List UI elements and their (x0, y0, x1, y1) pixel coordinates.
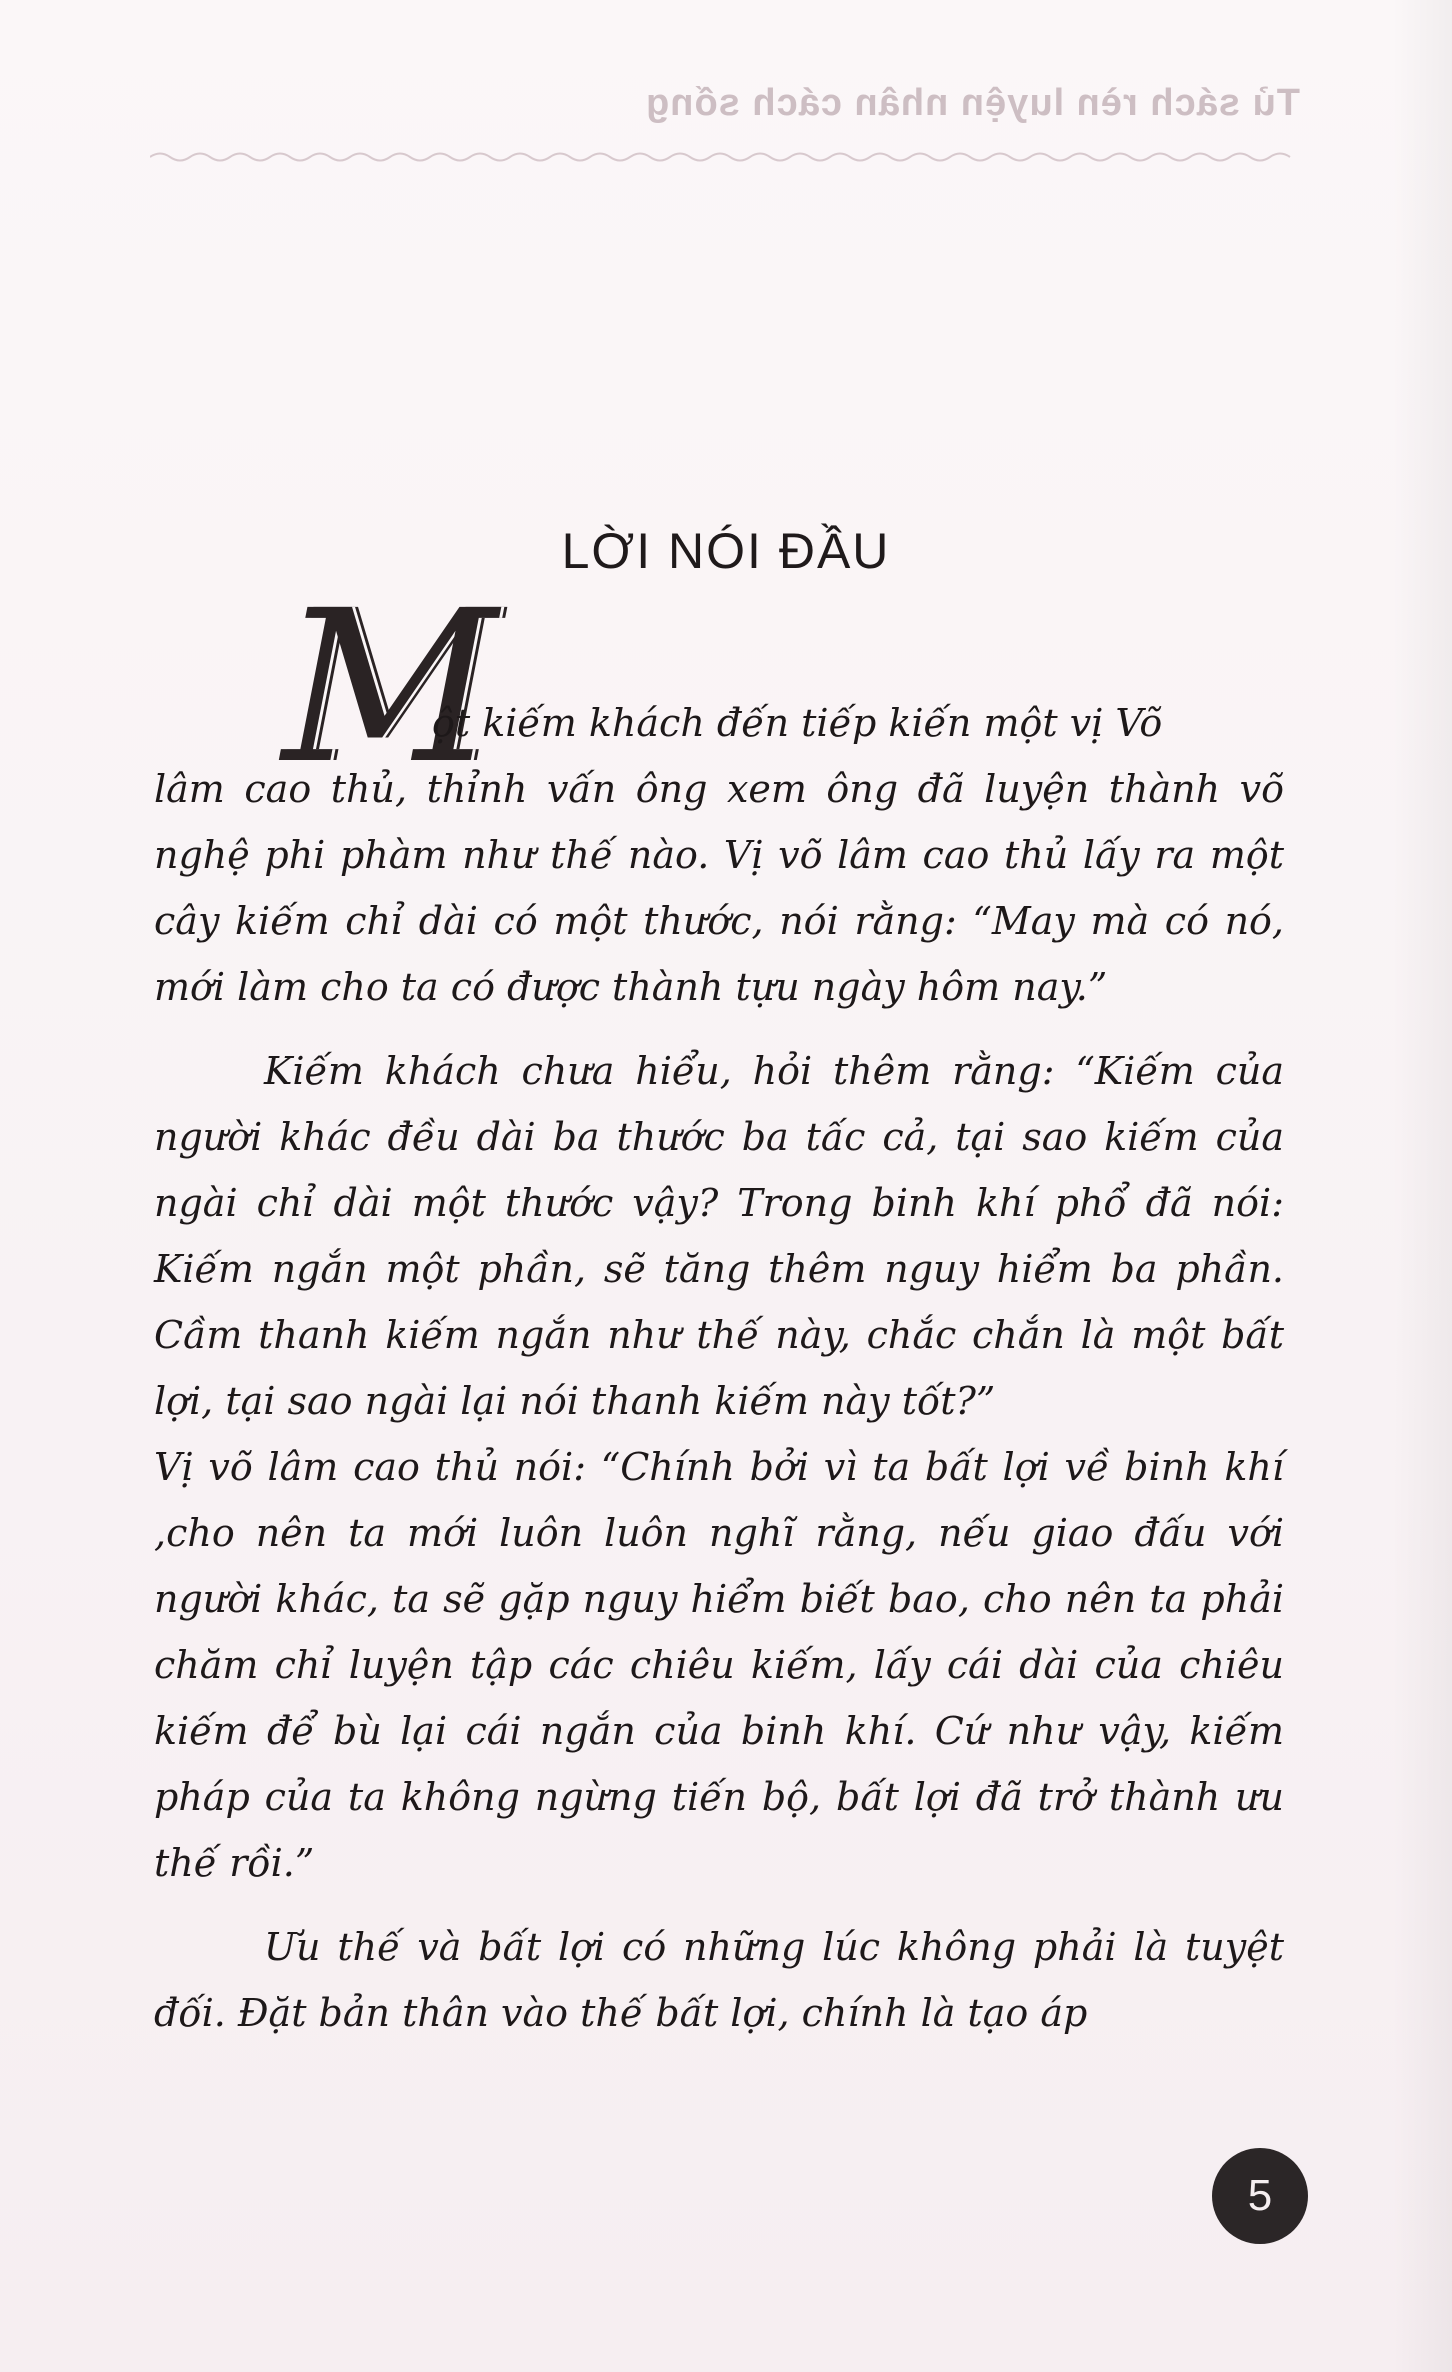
paragraph-1 (154, 690, 1284, 1020)
paragraph-4: Ưu thế và bất lợi có những lúc không phải là tuyệt đối. Đặt bản thân vào thế bất lợi, chính là tạo áp (154, 1925, 1284, 2035)
body-text (154, 690, 1284, 2046)
drop-cap: M (282, 565, 498, 810)
page-number-badge: 5 (1212, 2148, 1308, 2244)
paragraph-1-first-line: ột kiếm khách đến tiếp kiến một vị Võ (432, 701, 1163, 745)
paragraph-gap (154, 1896, 1284, 1914)
chapter-title: LỜI NÓI ĐẦU (561, 522, 891, 579)
running-head: Tủ sách rèn luyện nhân cách sống (645, 82, 1300, 124)
page-edge-shadow (1392, 0, 1452, 2372)
header-wavy-rule (150, 150, 1300, 164)
paragraph-2: Kiếm khách chưa hiểu, hỏi thêm rằng: “Kiếm của người khác đều dài ba thước ba tấc cả, tại sao kiếm của ngài chỉ dài một thước vậy? Trong binh khí phổ đã nói: Kiếm ngắn một phần, sẽ tăng thêm nguy hiểm ba phần. Cầm thanh kiếm ngắn như thế này, chắc chắn là một bất lợi, tại sao ngài lại nói thanh kiếm này tốt?” (154, 1049, 1284, 1423)
paragraph-1-rest: lâm cao thủ, thỉnh vấn ông xem ông đã luyện thành võ nghệ phi phàm như thế nào. Vị võ lâm cao thủ lấy ra một cây kiếm chỉ dài có một thước, nói rằng: “May mà có nó, mới làm cho ta có được thành tựu ngày hôm nay.” (154, 767, 1284, 1009)
paragraph-gap (154, 1020, 1284, 1038)
paragraph-3: Vị võ lâm cao thủ nói: “Chính bởi vì ta bất lợi về binh khí ,cho nên ta mới luôn luôn nghĩ rằng, nếu giao đấu với người khác, ta sẽ gặp nguy hiểm biết bao, cho nên ta phải chăm chỉ luyện tập các chiêu kiếm, lấy cái dài của chiêu kiếm để bù lại cái ngắn của binh khí. Cứ như vậy, kiếm pháp của ta không ngừng tiến bộ, bất lợi đã trở thành ưu thế rồi.” (154, 1445, 1284, 1885)
